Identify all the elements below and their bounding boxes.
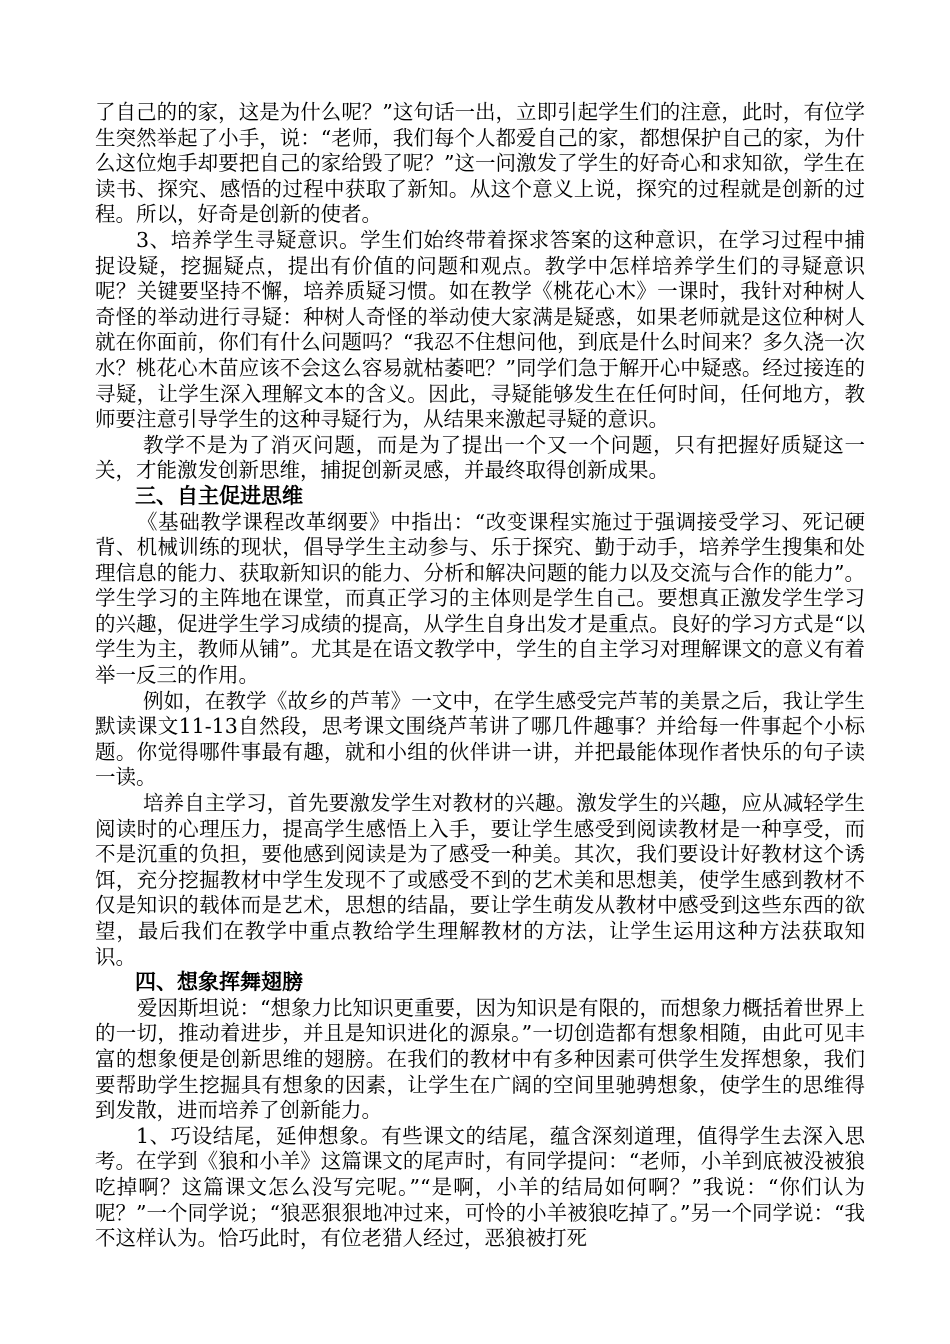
- paragraph-curiosity-conclusion: 了自己的的家，这是为什么呢？”这句话一出，立即引起学生们的注意，此时，有位学生突然举起了小手，说：“老师，我们每个人都爱自己的家，都想保护自己的家，为什么这位炮手却要把自己的家给毁了呢？”这一问激发了学生的好奇心和求知欲，学生在读书、探究、感悟的过程中获取了新知。从这个意义上说，探究的过程就是创新的过程。所以，好奇是创新的使者。: [95, 100, 865, 227]
- paragraph-teaching-purpose: 教学不是为了消灭问题，而是为了提出一个又一个问题，只有把握好质疑这一关，才能激发创新思维，捕捉创新灵感，并最终取得创新成果。: [95, 432, 865, 483]
- paragraph-reed-example: 例如，在教学《故乡的芦苇》一文中，在学生感受完芦苇的美景之后，我让学生默读课文11-13自然段，思考课文围绕芦苇讲了哪几件趣事？并给每一件事起个小标题。你觉得哪件事最有趣，就和小组的伙伴讲一讲，并把最能体现作者快乐的句子读一读。: [95, 688, 865, 790]
- paragraph-autonomous-learning: 培养自主学习，首先要激发学生对教材的兴趣。激发学生的兴趣，应从减轻学生阅读时的心理压力，提高学生感悟上入手，要让学生感受到阅读教材是一种享受，而不是沉重的负担，要他感到阅读是为了感受一种美。其次，我们要设计好教材这个诱饵，充分挖掘教材中学生发现不了或感受不到的艺术美和思想美，使学生感到教材不仅是知识的载体而是艺术，思想的结晶，要让学生萌发从教材中感受到这些东西的欲望，最后我们在教学中重点教给学生理解教材的方法，让学生运用这种方法获取知识。: [95, 791, 865, 969]
- section-heading-three: 三、自主促进思维: [135, 483, 303, 508]
- paragraph-einstein-quote: 爱因斯坦说：“想象力比知识更重要，因为知识是有限的，而想象力概括着世界上的一切，推动着进步，并且是知识进化的源泉。”一切创造都有想象相随，由此可见丰富的想象便是创新思维的翅膀。在我们的教材中有多种因素可供学生发挥想象，我们要帮助学生挖掘具有想象的因素，让学生在广阔的空间里驰骋想象，使学生的思维得到发散，进而培养了创新能力。: [95, 995, 865, 1123]
- section-heading-four: 四、想象挥舞翅膀: [135, 970, 303, 995]
- paragraph-curriculum-reform: 《基础教学课程改革纲要》中指出：“改变课程实施过于强调接受学习、死记硬背、机械训练的现状，倡导学生主动参与、乐于探究、勤于动手，培养学生搜集和处理信息的能力、获取新知识的能力、分析和解决问题的能力以及交流与合作的能力”。学生学习的主阵地在课堂，而真正学习的主体则是学生自己。要想真正激发学生学习的兴趣，促进学生学习成绩的提高，从学生自身出发才是重点。良好的学习方式是“以学生为主，教师从铺”。尤其是在语文教学中，学生的自主学习对理解课文的意义有着举一反三的作用。: [95, 509, 865, 688]
- paragraph-questioning-awareness: 3、培养学生寻疑意识。学生们始终带着探求答案的这种意识，在学习过程中捕捉设疑，挖掘疑点，提出有价值的问题和观点。教学中怎样培养学生们的寻疑意识呢？关键要坚持不懈，培养质疑习惯。如在教学《桃花心木》一课时，我针对种树人奇怪的举动进行寻疑：种树人奇怪的举动使大家满是疑惑，如果老师就是这位种树人就在你面前，你们有什么问题吗？“我忍不住想问他，到底是什么时间来？多久浇一次水？桃花心木苗应该不会这么容易就枯萎吧？”同学们急于解开心中疑惑。经过接连的寻疑，让学生深入理解文本的含义。因此，寻疑能够发生在任何时间，任何地方，教师要注意引导学生的这种寻疑行为，从结果来激起寻疑的意识。: [95, 227, 865, 432]
- document-page: [95, 100, 865, 1252]
- paragraph-ending-imagination: 1、巧设结尾，延伸想象。有些课文的结尾，蕴含深刻道理，值得学生去深入思考。在学到《狼和小羊》这篇课文的尾声时，有同学提问：“老师，小羊到底被没被狼吃掉啊？这篇课文怎么没写完呢。”“是啊，小羊的结局如何啊？”我说：“你们认为呢？”一个同学说；“狼恶狠狠地冲过来，可怜的小羊被狼吃掉了。”另一个同学说：“我不这样认为。恰巧此时，有位老猎人经过，恶狼被打死: [95, 1123, 865, 1251]
